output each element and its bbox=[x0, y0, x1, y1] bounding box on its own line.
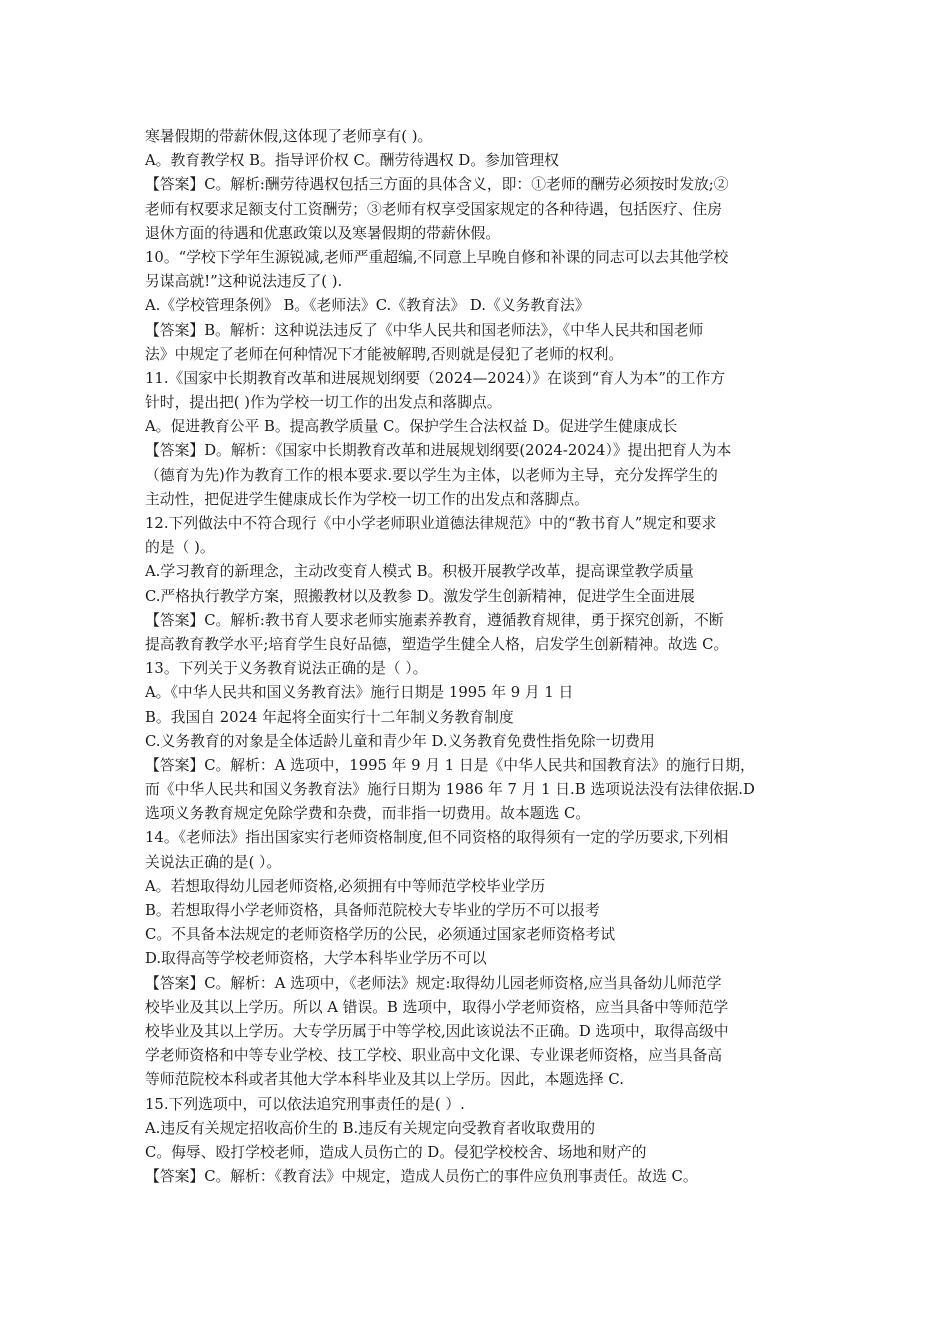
text-line: 15.下列选项中，可以依法追究刑事责任的是( ）. bbox=[145, 1095, 465, 1113]
text-line: 11.《国家中长期教育改革和进展规划纲要（2024—2024）》在谈到“育人为本”的工作方 bbox=[145, 369, 726, 387]
text-line: 10。“学校下学年生源锐减,老师严重超编,不同意上早晚自修和补课的同志可以去其他学校 bbox=[145, 248, 729, 266]
text-line: 14。《老师法》指出国家实行老师资格制度,但不同资格的取得须有一定的学历要求,下列相 bbox=[145, 829, 729, 847]
text-line: 校毕业及其以上学历。大专学历属于中等学校,因此该说法不正确。D 选项中，取得高级中 bbox=[145, 1022, 729, 1040]
text-line: 的是（ )。 bbox=[145, 539, 215, 557]
text-line: 关说法正确的是( ）。 bbox=[145, 853, 282, 871]
text-line: A。促进教育公平 B。提高教学质量 C。保护学生合法权益 D。促进学生健康成长 bbox=[145, 418, 678, 436]
text-line: D.取得高等学校老师资格，大学本科毕业学历不可以 bbox=[145, 950, 487, 968]
text-line: （德育为先)作为教育工作的根本要求.要以学生为主体，以老师为主导，充分发挥学生的 bbox=[145, 466, 718, 484]
text-line: 老师有权要求足额支付工资酬劳；③老师有权享受国家规定的各种待遇，包括医疗、住房 bbox=[145, 200, 723, 218]
text-line: 【答案】D。解析：《国家中长期教育改革和进展规划纲要(2024-2024）》提出把育人为本 bbox=[145, 442, 732, 460]
text-line: 而《中华人民共和国义务教育法》施行日期为 1986 年 7 月 1 日.B 选项说法没有法律依据.D bbox=[145, 781, 755, 799]
text-line: A。教育教学权 B。指导评价权 C。酬劳待遇权 D。参加管理权 bbox=[145, 152, 559, 170]
text-line: 【答案】C。解析：A 选项中，1995 年 9 月 1 日是《中华人民共和国教育法》的施行日期， bbox=[145, 756, 755, 774]
text-line: 【答案】C。解析：A 选项中，《老师法》规定:取得幼儿园老师资格,应当具备幼儿师范学 bbox=[145, 974, 722, 992]
text-line: C。不具备本法规定的老师资格学历的公民，必须通过国家老师资格考试 bbox=[145, 926, 616, 944]
text-line: 针时，提出把( )作为学校一切工作的出发点和落脚点。 bbox=[145, 394, 502, 412]
text-line: A.违反有关规定招收高价生的 B.违反有关规定向受教育者收取费用的 bbox=[145, 1119, 595, 1137]
text-line: 另谋高就!”这种说法违反了( ). bbox=[145, 273, 343, 291]
text-line: 退休方面的待遇和优惠政策以及寒暑假期的带薪休假。 bbox=[145, 224, 501, 242]
text-line: 法》中规定了老师在何种情况下才能被解聘,否则就是侵犯了老师的权利。 bbox=[145, 345, 624, 363]
text-line: A。《中华人民共和国义务教育法》施行日期是 1995 年 9 月 1 日 bbox=[145, 684, 574, 702]
text-line: 【答案】B。解析：这种说法违反了《中华人民共和国老师法》，《中华人民共和国老师 bbox=[145, 321, 704, 339]
text-line: 学老师资格和中等专业学校、技工学校、职业高中文化课、专业课老师资格，应当具备高 bbox=[145, 1047, 723, 1065]
text-line: 选项义务教育规定免除学费和杂费，而非指一切费用。故本题选 C。 bbox=[145, 805, 591, 823]
text-line: 【答案】C。解析：《教育法》中规定，造成人员伤亡的事件应负刑事责任。故选 C。 bbox=[145, 1168, 698, 1186]
document-page bbox=[145, 125, 810, 1189]
text-line: 寒暑假期的带薪休假,这体现了老师享有( )。 bbox=[145, 128, 433, 145]
text-line: B。我国自 2024 年起将全面实行十二年制义务教育制度 bbox=[145, 708, 514, 726]
text-line: 校毕业及其以上学历。所以 A 错误。B 选项中，取得小学老师资格，应当具备中等师范学 bbox=[145, 998, 729, 1016]
text-line: 提高教育教学水平;培育学生良好品德，塑造学生健全人格，启发学生创新精神。故选 C。 bbox=[145, 635, 729, 653]
text-line: 主动性，把促进学生健康成长作为学校一切工作的出发点和落脚点。 bbox=[145, 490, 589, 508]
text-line: A。若想取得幼儿园老师资格,必须拥有中等师范学校毕业学历 bbox=[145, 877, 546, 895]
text-line: 13。下列关于义务教育说法正确的是（ ）。 bbox=[145, 660, 428, 678]
text-line: A.学习教育的新理念，主动改变育人模式 B。积极开展教学改革，提高课堂教学质量 bbox=[145, 563, 694, 581]
text-line: 【答案】C。解析:教书育人要求老师实施素养教育，遵循教育规律，勇于探究创新，不断 bbox=[145, 611, 724, 629]
text-line: 【答案】C。解析:酬劳待遇权包括三方面的具体含义，即：①老师的酬劳必须按时发放;② bbox=[145, 176, 729, 194]
text-line: C。侮辱、殴打学校老师，造成人员伤亡的 D。侵犯学校校舍、场地和财产的 bbox=[145, 1143, 647, 1161]
text-line: 12.下列做法中不符合现行《中小学老师职业道德法律规范》中的“教书育人”规定和要求 bbox=[145, 515, 717, 532]
text-line: 等师范院校本科或者其他大学本科毕业及其以上学历。因此，本题选择 C. bbox=[145, 1071, 624, 1089]
text-line: C.义务教育的对象是全体适龄儿童和青少年 D.义务教育免费性指免除一切费用 bbox=[145, 732, 655, 750]
text-line: A.《学校管理条例》 B。《老师法》C.《教育法》 D.《义务教育法》 bbox=[145, 297, 590, 315]
text-line: B。若想取得小学老师资格，具备师范院校大专毕业的学历不可以报考 bbox=[145, 902, 600, 919]
text-line: C.严格执行教学方案，照搬教材以及教参 D。激发学生创新精神，促进学生全面进展 bbox=[145, 587, 695, 605]
